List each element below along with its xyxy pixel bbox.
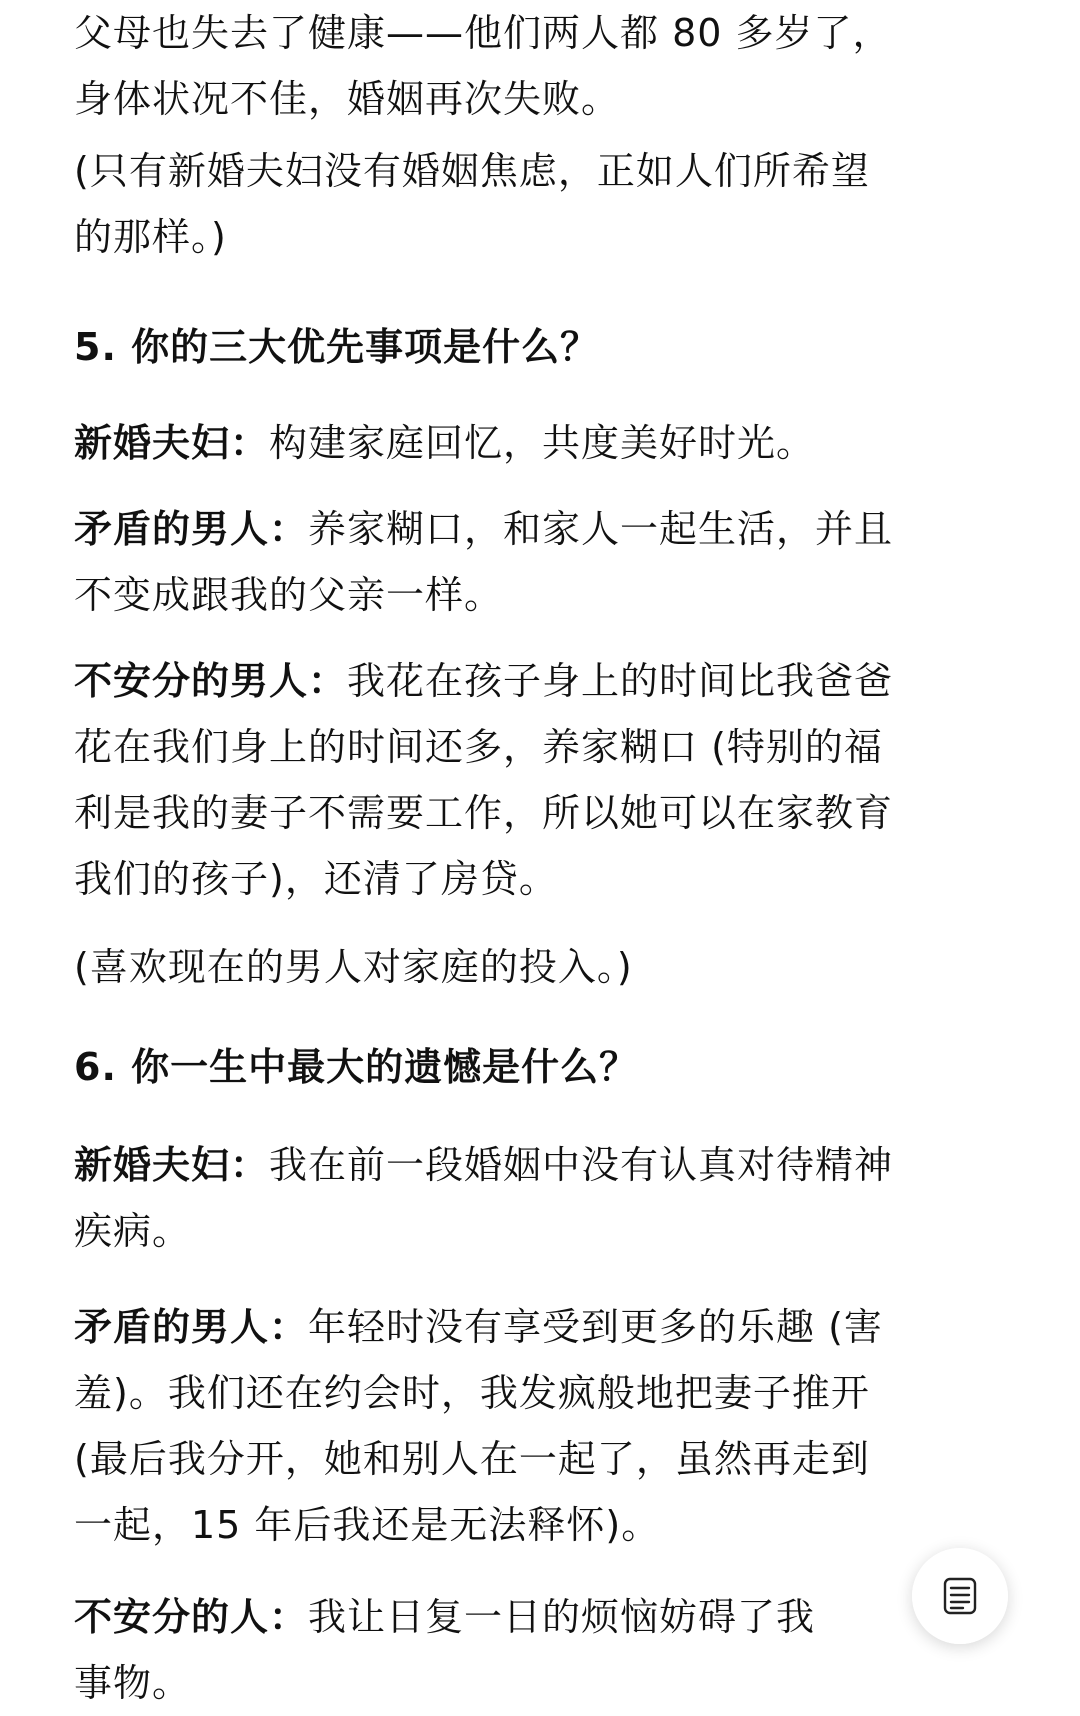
text-line	[74, 1294, 1014, 1360]
answer-text: 我让日复一日的烦恼妨碍了我	[308, 1595, 816, 1639]
table-of-contents-button[interactable]	[912, 1548, 1008, 1644]
heading-text: 5. 你的三大优先事项是什么？	[74, 325, 600, 369]
speaker-label: 不安分的人：	[74, 1595, 309, 1639]
text-line	[74, 1132, 1014, 1198]
text-line: 花在我们身上的时间还多，养家糊口 (特别的福	[74, 725, 883, 769]
answer-restless-man-regret	[74, 1584, 1014, 1716]
list-icon	[942, 1576, 978, 1616]
text-line: 父母也失去了健康——他们两人都 80 多岁了，	[74, 11, 892, 55]
answer-conflicted-man-regret	[74, 1294, 1014, 1558]
text-line: 疾病。	[74, 1209, 192, 1253]
answer-newlyweds-priorities	[74, 410, 1014, 476]
text-line: (最后我分开，她和别人在一起了，虽然再走到	[74, 1437, 870, 1481]
speaker-label: 矛盾的男人：	[74, 507, 309, 551]
text-line: 羞)。我们还在约会时，我发疯般地把妻子推开	[74, 1371, 870, 1415]
answer-newlyweds-regret	[74, 1132, 1014, 1264]
text-line: (喜欢现在的男人对家庭的投入。)	[74, 945, 633, 989]
speaker-label: 矛盾的男人：	[74, 1305, 309, 1349]
text-line: 利是我的妻子不需要工作，所以她可以在家教育	[74, 791, 894, 835]
text-line: 一起，15 年后我还是无法释怀)。	[74, 1503, 661, 1547]
text-line	[74, 496, 1014, 562]
answer-text: 年轻时没有享受到更多的乐趣 (害	[308, 1305, 883, 1349]
question-heading-6	[74, 1034, 1014, 1100]
text-line: 身体状况不佳，婚姻再次失败。	[74, 77, 621, 121]
paragraph-newlywed-note	[74, 138, 1014, 270]
text-line: 我们的孩子)，还清了房贷。	[74, 857, 558, 901]
answer-text: 构建家庭回忆，共度美好时光。	[269, 421, 816, 465]
answer-text: 养家糊口，和家人一起生活，并且	[308, 507, 894, 551]
paragraph-family-note	[74, 934, 1014, 1000]
heading-text: 6. 你一生中最大的遗憾是什么？	[74, 1045, 639, 1089]
paragraph-parents-health	[74, 0, 1014, 132]
text-line: (只有新婚夫妇没有婚姻焦虑，正如人们所希望	[74, 149, 870, 193]
text-line	[74, 410, 1014, 476]
answer-conflicted-man-priorities	[74, 496, 1014, 628]
answer-restless-man-priorities	[74, 648, 1014, 912]
answer-text: 我在前一段婚姻中没有认真对待精神	[269, 1143, 894, 1187]
text-line: 事物。	[74, 1661, 192, 1705]
text-line	[74, 648, 1014, 714]
speaker-label: 新婚夫妇：	[74, 1143, 270, 1187]
text-line: 不变成跟我的父亲一样。	[74, 573, 504, 617]
speaker-label: 不安分的男人：	[74, 659, 348, 703]
question-heading-5	[74, 314, 1014, 380]
answer-text: 我花在孩子身上的时间比我爸爸	[347, 659, 894, 703]
speaker-label: 新婚夫妇：	[74, 421, 270, 465]
text-line	[74, 1584, 1014, 1650]
text-line: 的那样。)	[74, 215, 227, 259]
